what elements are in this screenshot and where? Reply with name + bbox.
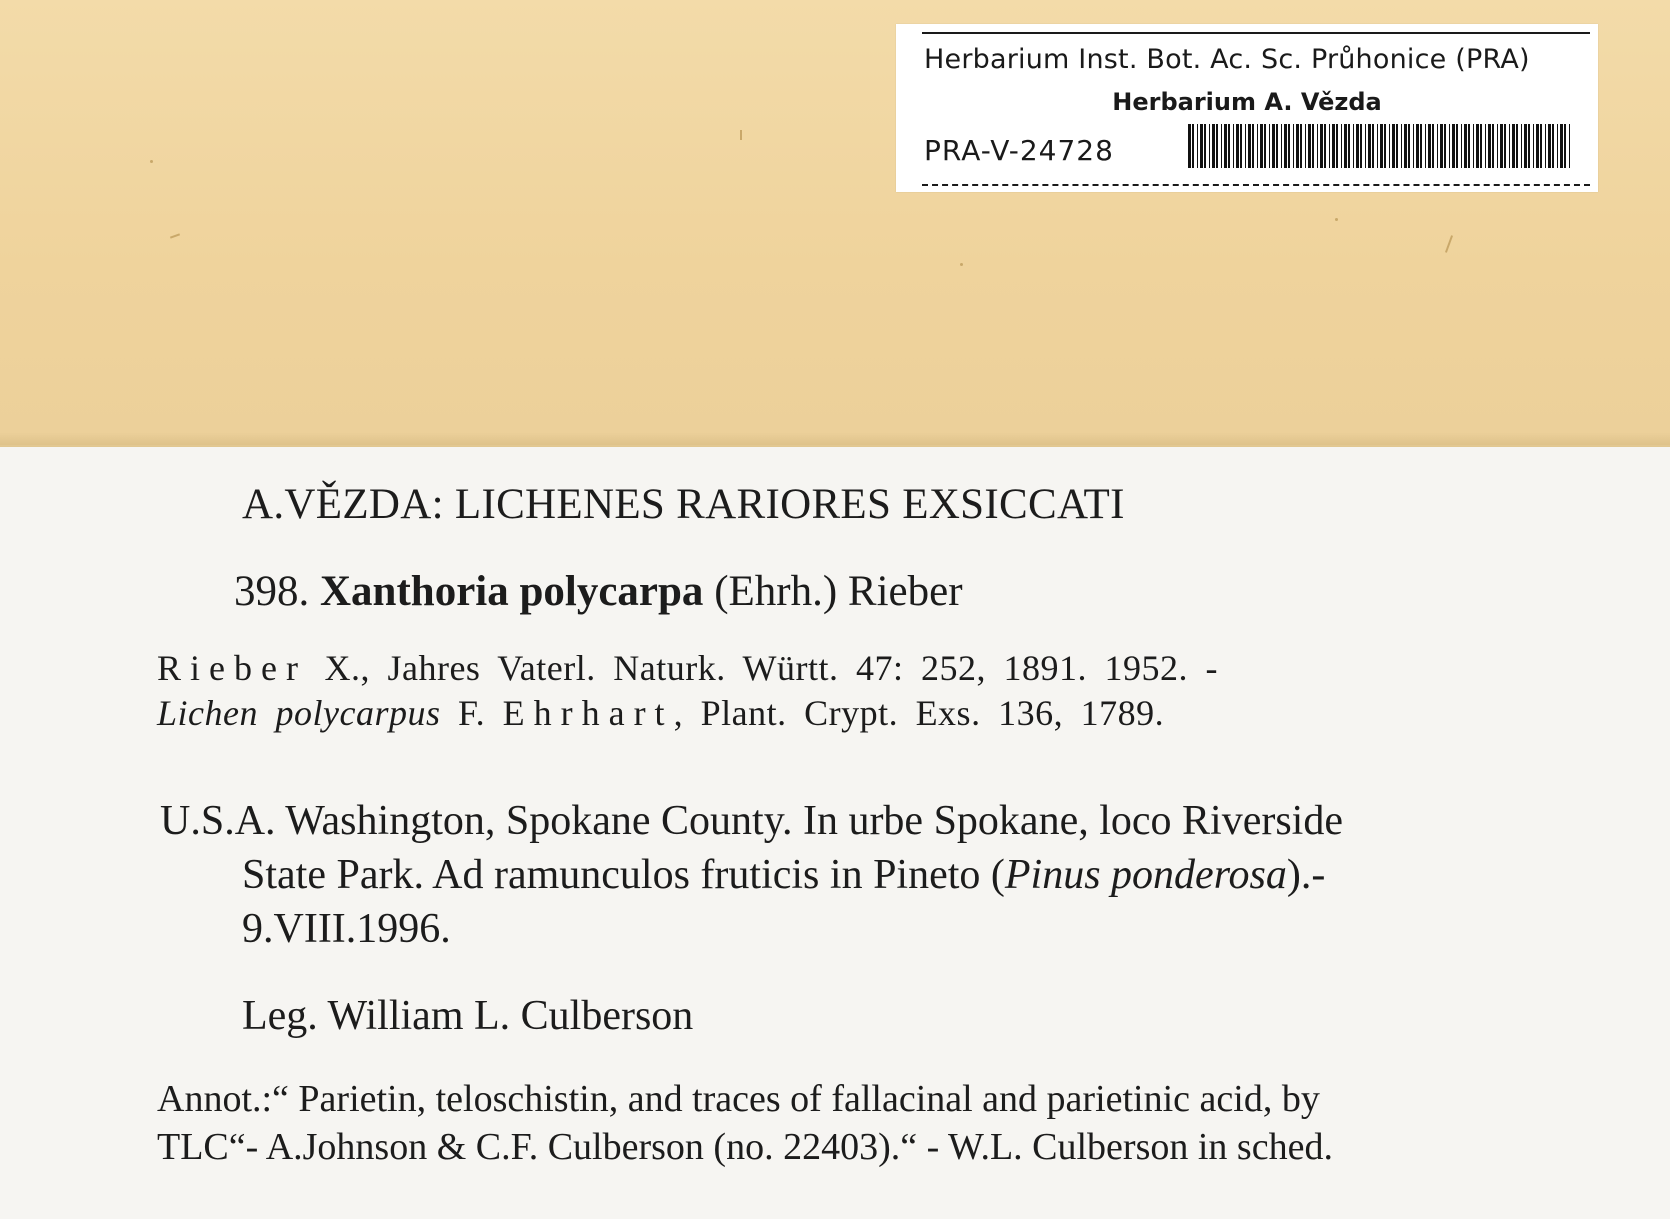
annotation-line-1: Annot.:“ Parietin, teloschistin, and traces of fallacinal and parietinic acid, by (157, 1078, 1320, 1120)
reference-line-1 (157, 647, 1218, 689)
reference-citation: X., Jahres Vaterl. Naturk. Württ. 47: 252, 1891. 1952. - (324, 648, 1219, 688)
exsiccata-number: 398. (234, 568, 310, 615)
label-top-rule (922, 32, 1590, 34)
exsiccata-label (0, 447, 1670, 1219)
herbarium-name: Herbarium A. Vězda (1112, 88, 1382, 116)
specimen-code: PRA-V-24728 (924, 134, 1114, 167)
locality-habitat-end: ).- (1286, 852, 1326, 898)
taxon-name: Xanthoria polycarpa (320, 568, 704, 615)
herbarium-barcode-label (896, 24, 1598, 192)
host-species: Pinus ponderosa (1004, 852, 1287, 898)
basionym-name: Lichen polycarpus (157, 693, 441, 733)
institution-name: Herbarium Inst. Bot. Ac. Sc. Průhonice (PRA) (924, 44, 1530, 75)
reference-line-2 (157, 692, 1164, 734)
collector: Leg. William L. Culberson (242, 993, 694, 1039)
envelope-edge-shadow (0, 432, 1670, 448)
locality-line-2 (242, 851, 1325, 899)
basionym-author: Ehrhart (502, 693, 674, 733)
basionym-author-initial: F. (457, 693, 486, 733)
annotation-line-2: TLC“- A.Johnson & C.F. Culberson (no. 22403).“ - W.L. Culberson in sched. (157, 1126, 1333, 1168)
barcode-icon (1188, 124, 1574, 168)
collection-date: 9.VIII.1996. (242, 906, 451, 952)
locality-line-1: U.S.A. Washington, Spokane County. In urbe Spokane, loco Riverside (160, 798, 1343, 844)
reference-author: Rieber (157, 648, 307, 688)
basionym-citation: , Plant. Crypt. Exs. 136, 1789. (673, 693, 1165, 733)
label-cut-line (922, 184, 1590, 186)
taxon-line (234, 567, 963, 616)
series-title: A.VĚZDA: LICHENES RARIORES EXSICCATI (242, 481, 1125, 528)
locality-habitat: State Park. Ad ramunculos fruticis in Pineto ( (242, 852, 1005, 898)
taxon-authority: (Ehrh.) Rieber (714, 568, 963, 615)
